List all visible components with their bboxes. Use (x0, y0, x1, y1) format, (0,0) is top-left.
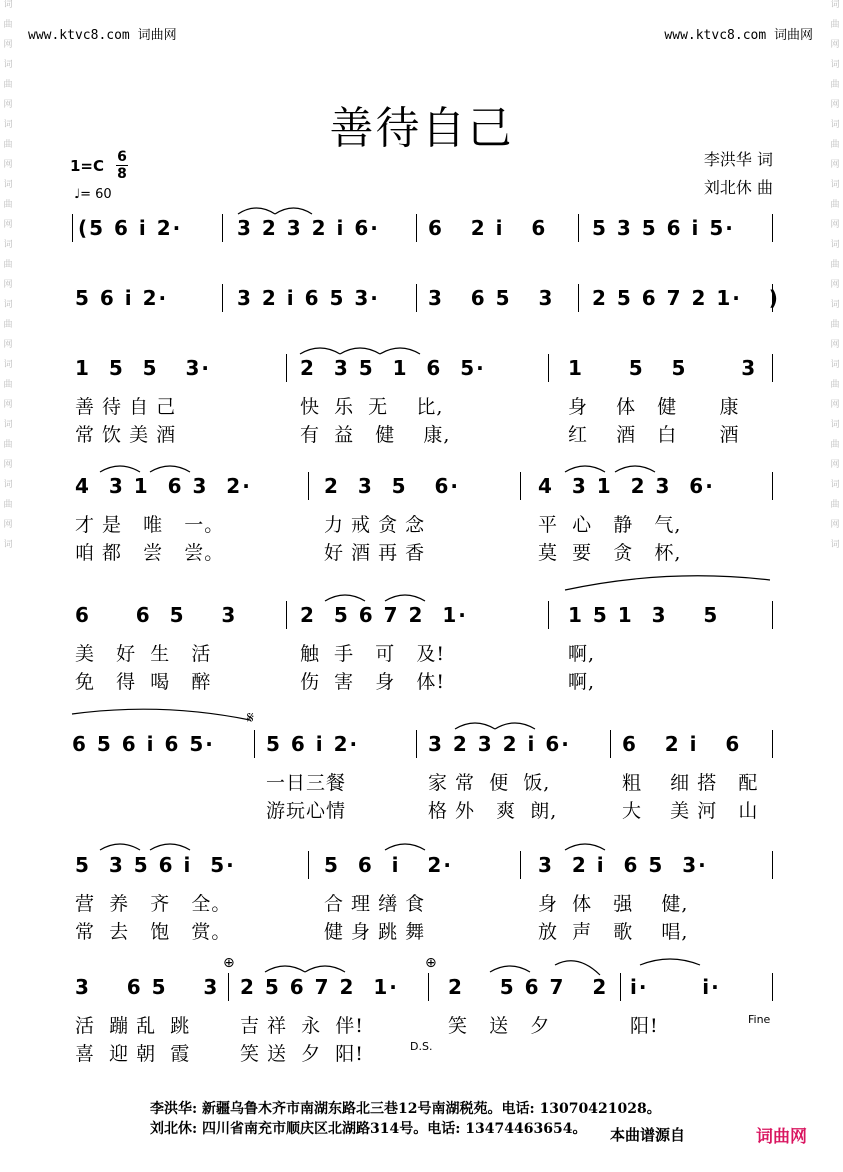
note-group: 1 5 1 3 5 (568, 603, 720, 627)
slur-arc (150, 844, 190, 850)
watermark-char: 网 (830, 160, 840, 170)
slur-arc (275, 208, 312, 214)
lyric-verse-1: 才 是 唯 一。 (75, 514, 225, 536)
note-group: 3 2 i 6 5 3· (538, 853, 708, 877)
watermark-char: 词 (830, 0, 840, 10)
watermark-char: 曲 (3, 20, 13, 30)
watermark-char: 词 (3, 120, 13, 130)
slur-arc (495, 723, 535, 729)
lyric-verse-2: 红 酒 白 酒 (568, 424, 740, 446)
lyric-verse-2: 啊, (568, 671, 596, 693)
site-url-right[interactable]: www.ktvc8.com 词曲网 (664, 28, 813, 43)
watermark-char: 网 (3, 340, 13, 350)
slur-arc (455, 723, 495, 729)
ds-mark: D.S. (410, 1040, 433, 1053)
watermark-char: 曲 (3, 200, 13, 210)
watermark-char: 曲 (3, 380, 13, 390)
quarter-note-icon: ♩ (74, 187, 81, 202)
watermark-char: 曲 (3, 260, 13, 270)
watermark-char: 曲 (3, 140, 13, 150)
lyric-verse-1: 一日三餐 (266, 772, 347, 794)
lyricist: 李洪华 词 (703, 150, 773, 169)
coda-icon-1: ⊕ (223, 955, 235, 971)
slur-arc (300, 348, 340, 354)
note-group: 2 3 5 1 6 5· (300, 356, 486, 380)
lyric-verse-2: 好 酒 再 香 (324, 542, 426, 564)
watermark-char: 曲 (830, 320, 840, 330)
watermark-char: 词 (3, 240, 13, 250)
watermark-char: 词 (3, 60, 13, 70)
slur-arc (565, 844, 605, 850)
lyric-verse-1: 触 手 可 及! (300, 643, 445, 665)
watermark-char: 词 (3, 480, 13, 490)
note-group: 6 2 i 6 (428, 216, 548, 240)
watermark-char: 网 (3, 280, 13, 290)
lyric-verse-2: 大 美 河 山 (622, 800, 759, 822)
watermark-char: 曲 (830, 380, 840, 390)
note-group: 5 3 5 6 i 5· (592, 216, 735, 240)
lyric-verse-1: 善 待 自 己 (75, 396, 177, 418)
note-group: 2 5 6 7 2 (448, 975, 609, 999)
note-group: 3 6 5 3 (75, 975, 220, 999)
watermark-char: 词 (3, 180, 13, 190)
slur-arc (100, 466, 140, 472)
slur-arc (150, 466, 190, 472)
note-group: 5 6 i 2· (324, 853, 453, 877)
watermark-char: 网 (3, 160, 13, 170)
lyric-verse-1: 笑 送 夕 (448, 1015, 551, 1037)
watermark-char: 网 (830, 460, 840, 470)
slur-arc (305, 966, 345, 972)
lyric-verse-2: 格 外 爽 朗, (428, 800, 558, 822)
watermark-char: 曲 (830, 200, 840, 210)
key-label: 1=C (70, 156, 105, 175)
watermark-char: 网 (830, 400, 840, 410)
note-group: 3 2 3 2 i 6· (428, 732, 571, 756)
slur-arc (238, 208, 275, 214)
watermark-char: 词 (830, 240, 840, 250)
watermark-char: 词 (830, 420, 840, 430)
segno-icon: 𝄋 (247, 708, 254, 727)
note-group: 3 2 i 6 5 3· (237, 286, 380, 310)
watermark-char: 网 (3, 40, 13, 50)
footer-lyricist-address: 李洪华: 新疆乌鲁木齐市南湖东路北三巷12号南湖税苑。电话: 13070421028。 (150, 1101, 661, 1117)
brand-logo[interactable]: 词曲网 (756, 1127, 807, 1147)
lyric-verse-2: 免 得 喝 醉 (75, 671, 212, 693)
lyric-verse-1: 合 理 缮 食 (324, 893, 426, 915)
song-title: 善待自己 (329, 103, 514, 154)
watermark-char: 网 (830, 40, 840, 50)
watermark-char: 词 (3, 540, 13, 550)
watermark-char: 网 (830, 520, 840, 530)
watermark-char: 词 (830, 540, 840, 550)
watermark-char: 网 (830, 220, 840, 230)
note-group: 6 5 6 i 6 5· (72, 732, 215, 756)
watermark-char: 词 (830, 120, 840, 130)
lyric-verse-1: 活 蹦 乱 跳 (75, 1015, 191, 1037)
slur-arc (100, 844, 140, 850)
slur-arc (565, 576, 770, 590)
watermark-char: 网 (3, 220, 13, 230)
lyric-verse-1: 家 常 便 饭, (428, 772, 551, 794)
note-group: 2 5 6 7 2 1· (300, 603, 468, 627)
lyric-verse-2: 常 饮 美 酒 (75, 424, 177, 446)
note-group: 2 5 6 7 2 1· ) (592, 286, 780, 310)
lyric-verse-2: 伤 害 身 体! (300, 671, 445, 693)
lyric-verse-2: 咱 都 尝 尝。 (75, 542, 225, 564)
watermark-char: 网 (830, 100, 840, 110)
note-group: 3 6 5 3 (428, 286, 555, 310)
note-group: 5 6 i 2· (75, 286, 169, 310)
watermark-char: 词 (3, 360, 13, 370)
watermark-char: 网 (830, 280, 840, 290)
watermark-char: 词 (830, 300, 840, 310)
note-group: 2 5 6 7 2 1· (240, 975, 399, 999)
slur-arc (615, 466, 655, 472)
time-top: 6 (117, 149, 127, 165)
lyric-verse-2: 有 益 健 康, (300, 424, 451, 446)
slur-arc (385, 595, 425, 601)
watermark-char: 网 (3, 520, 13, 530)
note-group: 6 6 5 3 (75, 603, 238, 627)
watermark-char: 曲 (3, 80, 13, 90)
coda-icon-2: ⊕ (425, 955, 437, 971)
note-group: 5 6 i 2· (266, 732, 360, 756)
lyric-verse-2: 莫 要 贪 杯, (538, 542, 682, 564)
watermark-char: 网 (3, 100, 13, 110)
watermark-char: 曲 (3, 500, 13, 510)
slur-arc (340, 348, 380, 354)
note-group: 4 3 1 6 3 2· (75, 474, 252, 498)
slur-arc (385, 844, 425, 850)
watermark-char: 词 (830, 360, 840, 370)
note-group: (5 6 i 2· (78, 216, 183, 240)
watermark-char: 曲 (830, 500, 840, 510)
watermark-char: 曲 (830, 80, 840, 90)
watermark-char: 曲 (3, 440, 13, 450)
lyric-verse-1: 营 养 齐 全。 (75, 893, 232, 915)
watermark-char: 曲 (3, 320, 13, 330)
slur-arc (565, 466, 605, 472)
slur-arc (490, 966, 530, 972)
lyric-verse-1: 快 乐 无 比, (300, 396, 444, 418)
watermark-char: 词 (3, 420, 13, 430)
lyric-verse-2: 放 声 歌 唱, (538, 921, 689, 943)
lyric-verse-2: 健 身 跳 舞 (324, 921, 426, 943)
tempo-value: = 60 (80, 187, 112, 202)
watermark-char: 词 (3, 300, 13, 310)
lyric-verse-1: 身 体 强 健, (538, 893, 689, 915)
watermark-char: 曲 (830, 140, 840, 150)
watermark-char: 词 (3, 0, 13, 10)
lyric-verse-2: 常 去 饱 赏。 (75, 921, 232, 943)
watermark-char: 词 (830, 60, 840, 70)
watermark-char: 网 (830, 340, 840, 350)
slur-arc (72, 709, 250, 720)
site-url-left[interactable]: www.ktvc8.com 词曲网 (28, 28, 177, 43)
slur-arc (640, 959, 700, 965)
time-bottom: 8 (117, 166, 127, 182)
lyric-verse-1: 身 体 健 康 (568, 396, 740, 418)
footer-composer-address: 刘北休: 四川省南充市顺庆区北湖路314号。电话: 13474463654。 (150, 1121, 587, 1137)
lyric-verse-1: 粗 细 搭 配 (622, 772, 759, 794)
note-group: 6 2 i 6 (622, 732, 742, 756)
note-group: 1 5 5 3 (568, 356, 758, 380)
slur-arc (265, 966, 305, 972)
lyric-verse-1: 阳! (630, 1015, 659, 1037)
watermark-char: 网 (3, 460, 13, 470)
lyric-verse-1: 吉 祥 永 伴! (240, 1015, 364, 1037)
lyric-verse-2: 游玩心情 (266, 800, 347, 822)
slur-arc (555, 961, 600, 975)
note-group: 2 3 5 6· (324, 474, 461, 498)
note-group: i· i· (630, 975, 721, 999)
lyric-verse-1: 力 戒 贪 念 (324, 514, 426, 536)
lyric-verse-2: 喜 迎 朝 霞 (75, 1043, 191, 1065)
composer: 刘北休 曲 (703, 178, 773, 197)
note-group: 4 3 1 2 3 6· (538, 474, 715, 498)
note-group: 5 3 5 6 i 5· (75, 853, 236, 877)
watermark-char: 网 (3, 400, 13, 410)
note-group: 1 5 5 3· (75, 356, 212, 380)
slur-arc (380, 348, 420, 354)
watermark-char: 曲 (830, 20, 840, 30)
watermark-char: 曲 (830, 260, 840, 270)
lyric-verse-1: 啊, (568, 643, 596, 665)
slur-arc (325, 595, 365, 601)
lyric-verse-2: 笑 送 夕 阳! (240, 1043, 364, 1065)
watermark-char: 曲 (830, 440, 840, 450)
lyric-verse-1: 美 好 生 活 (75, 643, 212, 665)
source-label: 本曲谱源自 (610, 1126, 686, 1144)
watermark-char: 词 (830, 480, 840, 490)
note-group: 3 2 3 2 i 6· (237, 216, 380, 240)
lyric-verse-1: 平 心 静 气, (538, 514, 682, 536)
watermark-char: 词 (830, 180, 840, 190)
fine-mark: Fine (748, 1013, 771, 1026)
